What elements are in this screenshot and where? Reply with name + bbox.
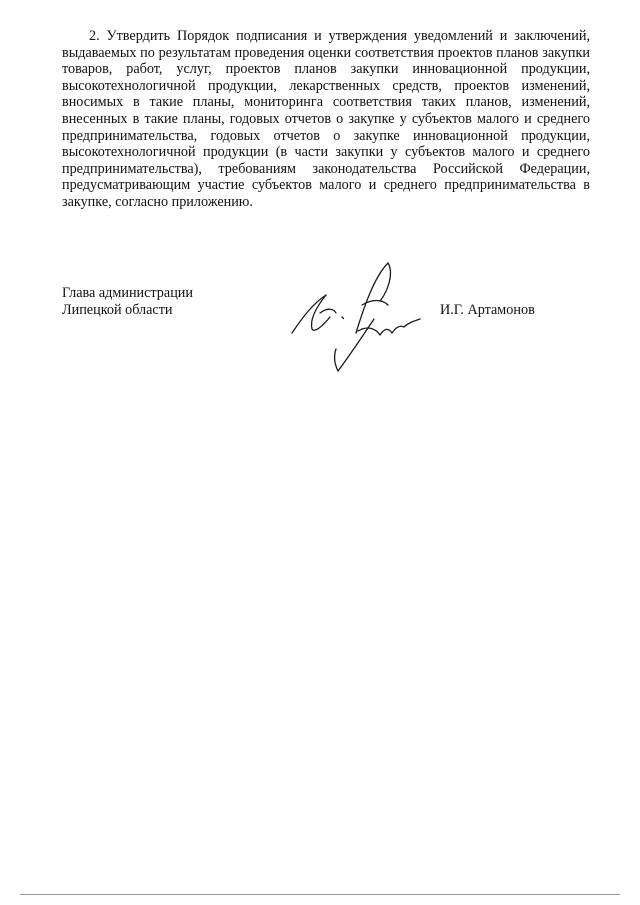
page-bottom-divider — [20, 894, 620, 895]
signature-block — [62, 285, 590, 405]
position-line-1: Глава администрации — [62, 285, 193, 301]
paragraph-item-2: 2. Утвердить Порядок подписания и утверждения уведомлений и заключений, выдаваемых по результатам проведения оценки соответствия проектов планов закупки товаров, работ, услуг, проектов планов закупки инновационной продукции, высокотехнологичной продукции, лекарственных средств, проектов изменений, вносимых в такие планы, мониторинга соответствия таких планов, изменений, внесенных в такие планы, годовых отчетов о закупке у субъектов малого и среднего предпринимательства, годовых отчетов о закупке инновационной продукции, высокотехнологичной продукции (в части закупки у субъектов малого и среднего предпринимательства), требованиям законодательства Российской Федерации, предусматривающим участие субъектов малого и среднего предпринимательства в закупке, согласно приложению. — [62, 28, 590, 210]
signatory-position — [62, 285, 193, 319]
handwritten-signature-icon — [284, 255, 444, 375]
signatory-name: И.Г. Артамонов — [440, 302, 535, 318]
position-line-2: Липецкой области — [62, 302, 173, 318]
